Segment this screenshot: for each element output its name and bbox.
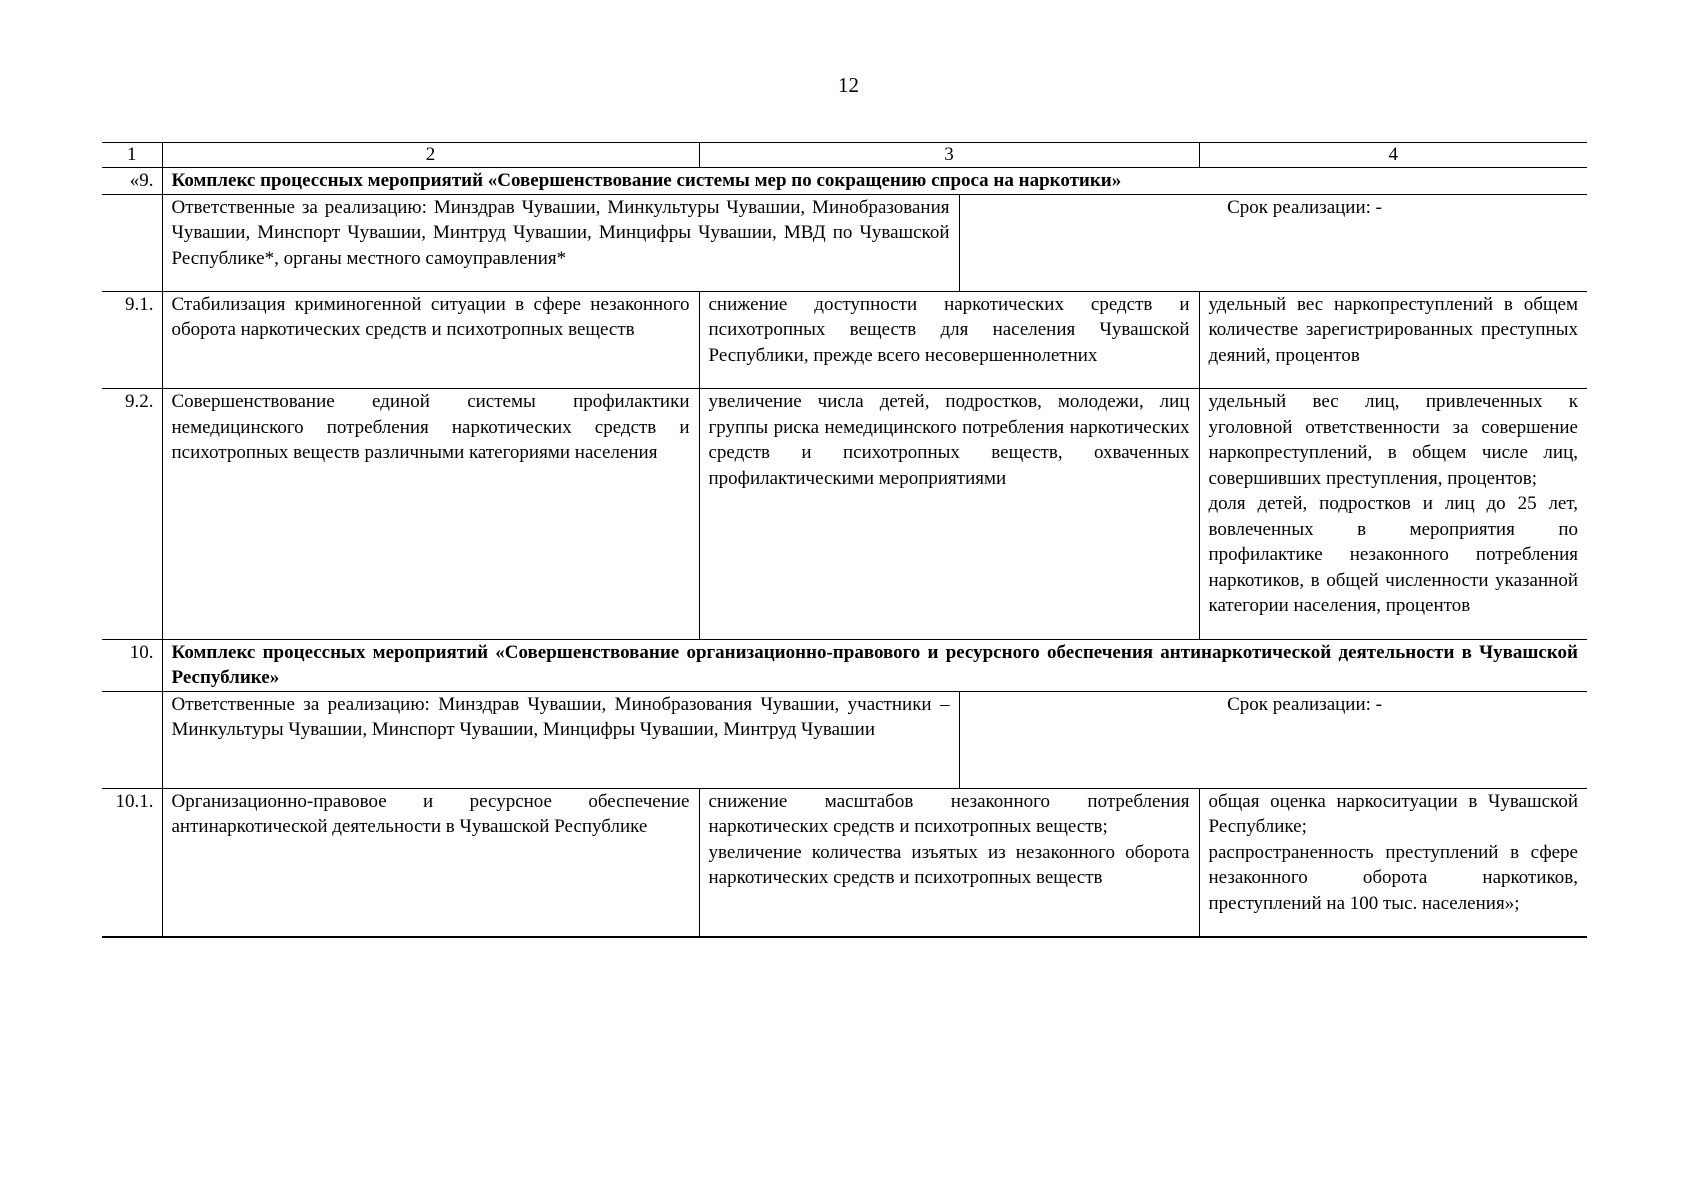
section-number: «9. xyxy=(102,168,162,195)
result-cell: снижение масштабов незаконного потребления наркотических средств и психотропных веществ; увеличение количества изъятых из незаконного оборота наркотических средств и психотропных веществ xyxy=(699,788,1199,937)
task-cell: Совершенствование единой системы профилактики немедицинского потребления наркотических средств и психотропных веществ различными категориями населения xyxy=(162,389,699,640)
task-cell: Организационно-правовое и ресурсное обеспечение антинаркотической деятельности в Чувашской Республике xyxy=(162,788,699,937)
section-title-row xyxy=(102,639,1587,691)
header-cell: 4 xyxy=(1199,143,1587,168)
table-row xyxy=(102,291,1587,389)
page-number: 12 xyxy=(838,73,859,97)
indicator-cell: удельный вес лиц, привлеченных к уголовной ответственности за совершение наркопреступлений, в общем числе лиц, совершивших преступления, процентов; доля детей, подростков и лиц до 25 лет, вовлеченных в мероприятия по профилактике незаконного потребления наркотиков, в общей численности указанной категории населения, процентов xyxy=(1199,389,1587,640)
row-number: 10.1. xyxy=(102,788,162,937)
section-title: Комплекс процессных мероприятий «Совершенствование организационно-правового и ресурсного обеспечения антинаркотической деятельности в Чувашской Республике» xyxy=(162,639,1587,691)
task-cell: Стабилизация криминогенной ситуации в сфере незаконного оборота наркотических средств и психотропных веществ xyxy=(162,291,699,389)
responsible-text: Ответственные за реализацию: Минздрав Чувашии, Минобразования Чувашии, участники – Минкультуры Чувашии, Минспорт Чувашии, Минцифры Чувашии, Минтруд Чувашии xyxy=(163,692,960,788)
table-row xyxy=(102,389,1587,640)
measures-table xyxy=(102,142,1587,938)
responsible-row xyxy=(102,691,1587,788)
term-text: Срок реализации: - xyxy=(1227,196,1382,218)
row-number: 9.1. xyxy=(102,291,162,389)
section-title: Комплекс процессных мероприятий «Совершенствование системы мер по сокращению спроса на наркотики» xyxy=(162,168,1587,195)
header-cell: 2 xyxy=(162,143,699,168)
header-cell: 1 xyxy=(102,143,162,168)
section-title-row xyxy=(102,168,1587,195)
table-row xyxy=(102,788,1587,937)
indicator-cell: удельный вес наркопреступлений в общем количестве зарегистрированных преступных деяний, процентов xyxy=(1199,291,1587,389)
table-header-row xyxy=(102,143,1587,168)
row-number: 9.2. xyxy=(102,389,162,640)
result-cell: увеличение числа детей, подростков, молодежи, лиц группы риска немедицинского потребления наркотических средств и психотропных веществ, охваченных профилактическими мероприятиями xyxy=(699,389,1199,640)
responsible-text: Ответственные за реализацию: Минздрав Чувашии, Минкультуры Чувашии, Минобразования Чувашии, Минспорт Чувашии, Минтруд Чувашии, Минцифры Чувашии, МВД по Чувашской Республике*, органы местного самоуправления* xyxy=(163,195,960,291)
result-cell: снижение доступности наркотических средств и психотропных веществ для населения Чувашской Республики, прежде всего несовершеннолетних xyxy=(699,291,1199,389)
indicator-cell: общая оценка наркоситуации в Чувашской Республике; распространенность преступлений в сфере незаконного оборота наркотиков, преступлений на 100 тыс. населения»; xyxy=(1199,788,1587,937)
term-text: Срок реализации: - xyxy=(1227,693,1382,715)
section-number: 10. xyxy=(102,639,162,691)
responsible-row xyxy=(102,194,1587,291)
header-cell: 3 xyxy=(699,143,1199,168)
